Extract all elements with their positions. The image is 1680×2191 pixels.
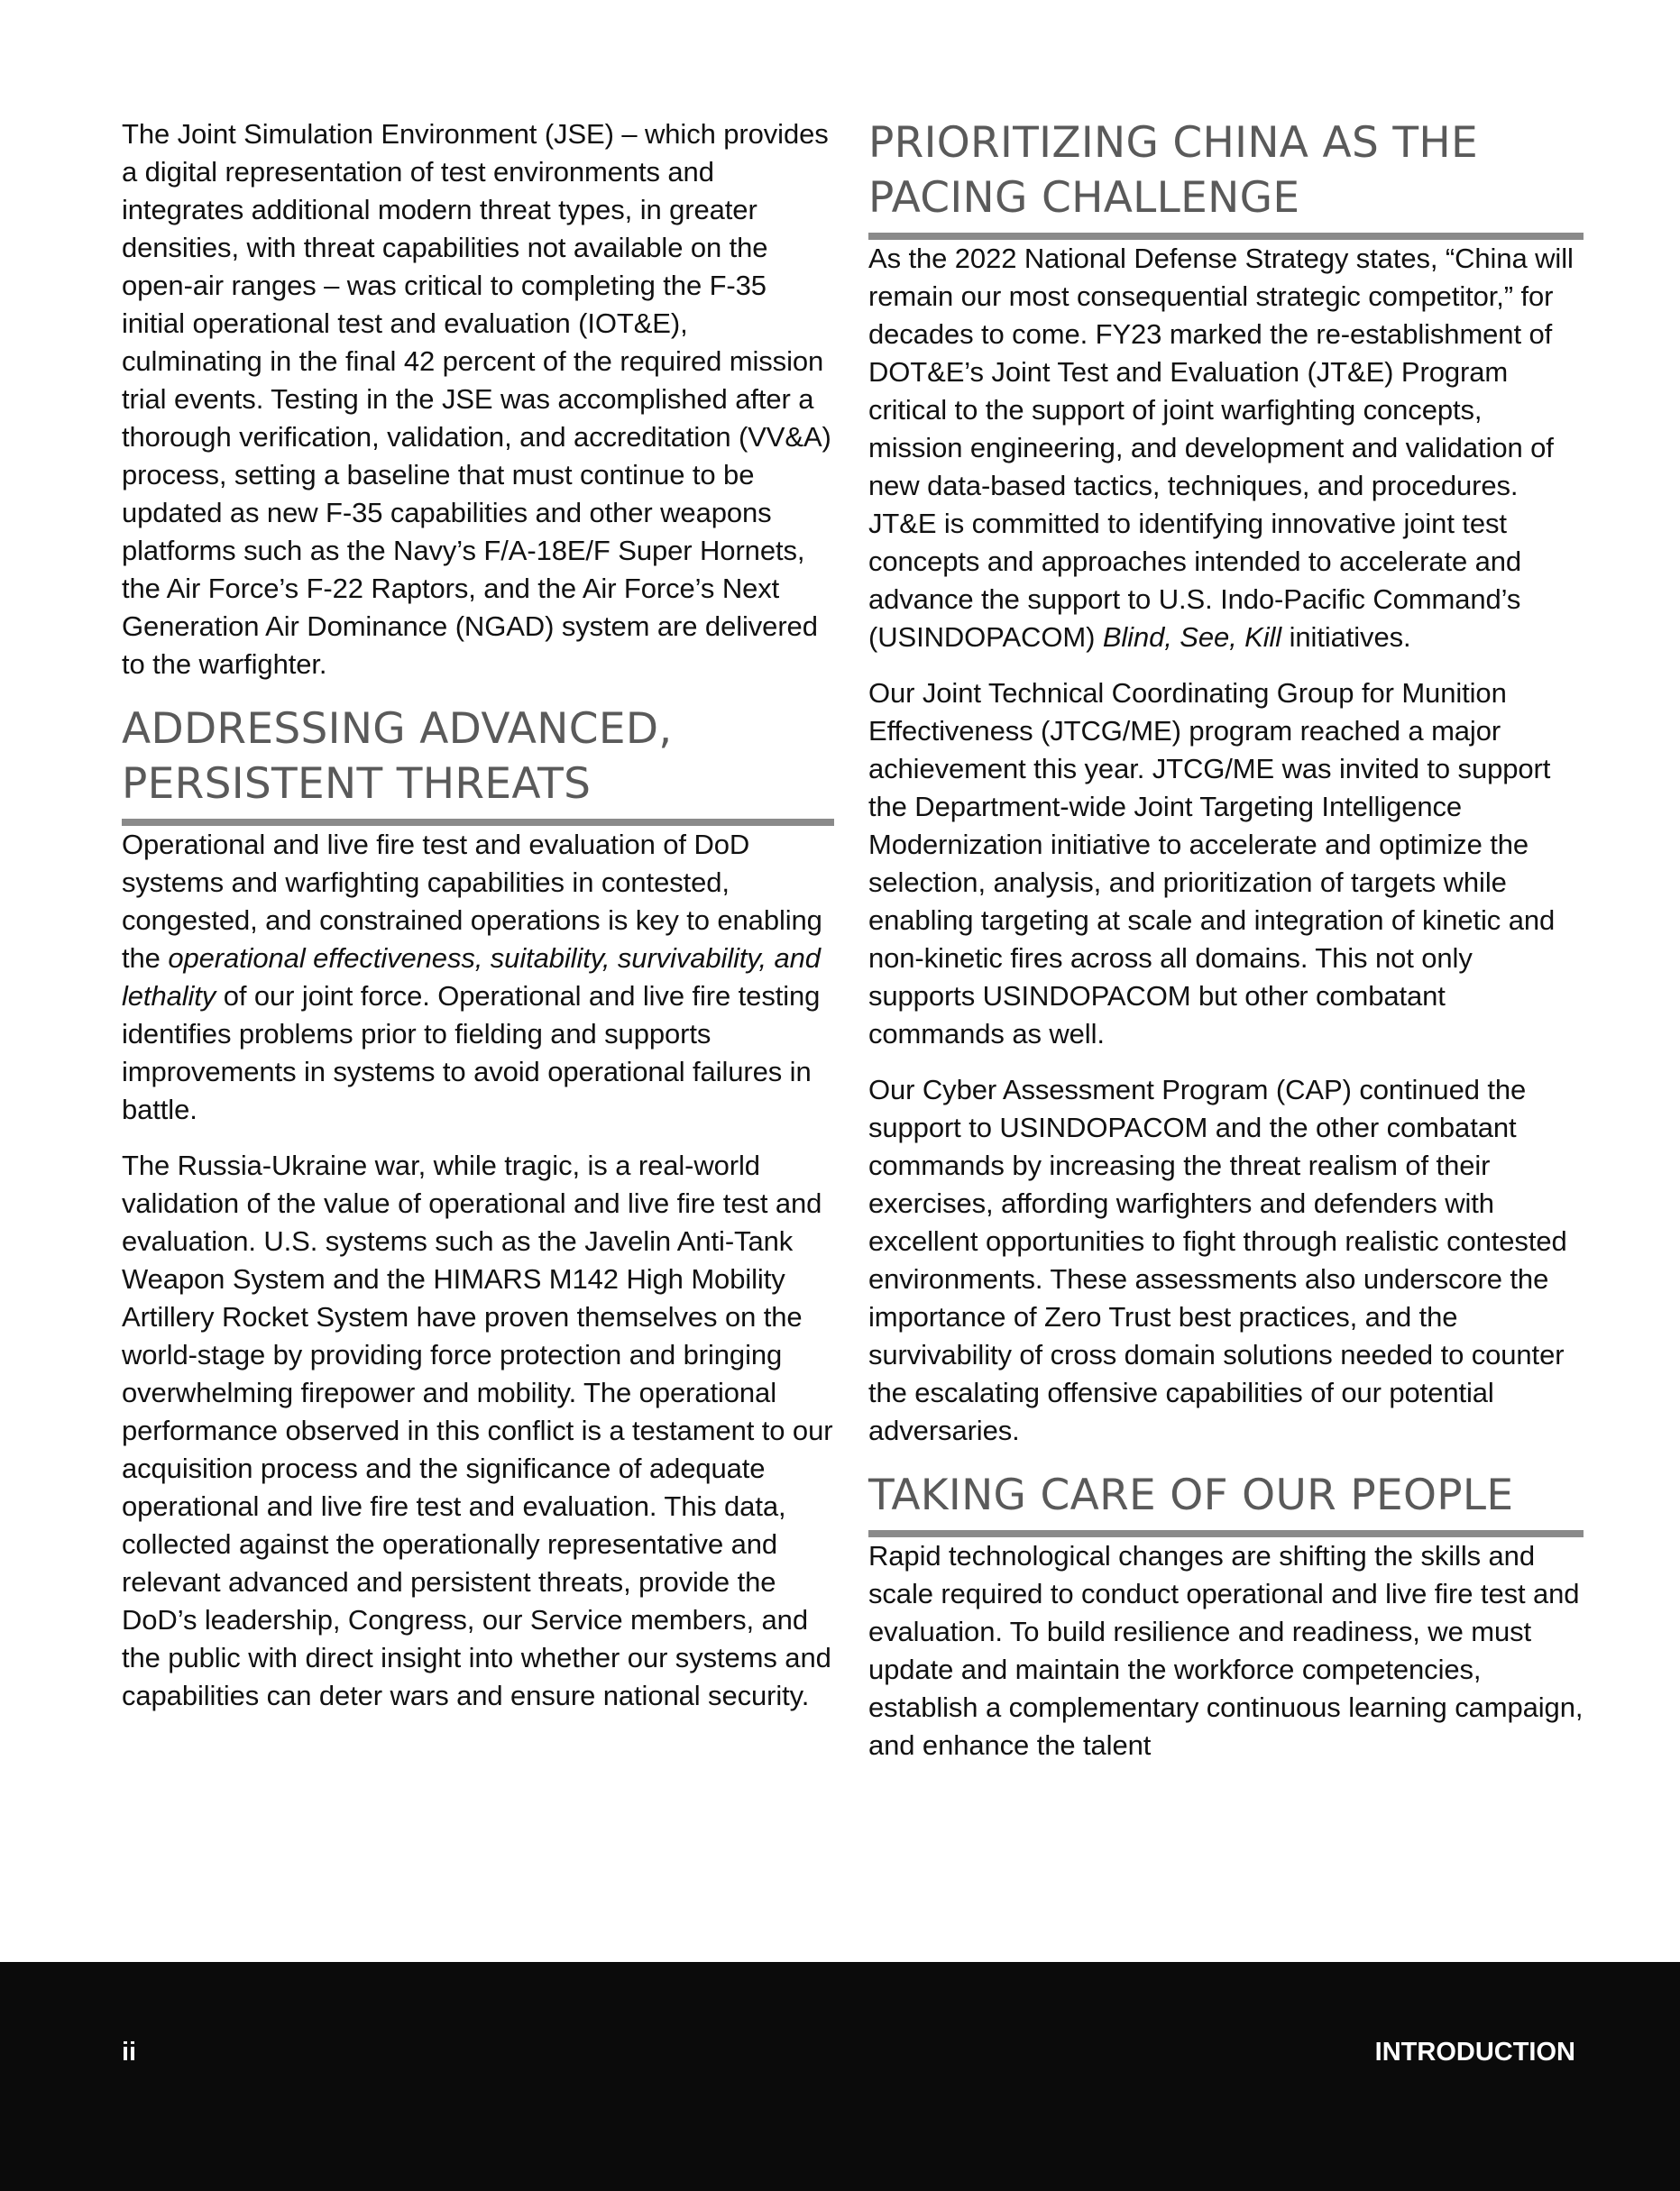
left-column [122,115,834,1733]
paragraph-people: Rapid technological changes are shifting the skills and scale required to conduct operational and live fire test and evaluation. To build resilience and readiness, we must update and maintain the workforce competencies, establish a complementary continuous learning campaign, and enhance the talent [868,1540,1584,1761]
paragraph-jtcg-me: Our Joint Technical Coordinating Group for Munition Effectiveness (JTCG/ME) program reached a major achievement this year. JTCG/ME was invited to support the Department-wide Joint Targeting Intelligence Modernization initiative to accelerate and optimize the selection, analysis, and prioritization of targets while enabling targeting at scale and integration of kinetic and non-kinetic fires across all domains. This not only supports USINDOPACOM but other combatant commands as well. [868,677,1556,1050]
heading-taking-care-of-people: TAKING CARE OF OUR PEOPLE [868,1468,1584,1537]
paragraph-nds-emphasis: Blind, See, Kill [1102,621,1282,653]
paragraph-cyber-assessment: Our Cyber Assessment Program (CAP) continued the support to USINDOPACOM and the other combatant commands by increasing the threat realism of their exercises, affording warfighters and defenders with excellent opportunities to fight through realistic contested environments. These assessments also underscore the importance of Zero Trust best practices, and the survivability of cross domain solutions needed to counter the escalating offensive capabilities of our potential adversaries. [868,1074,1567,1446]
heading-prioritizing-china: PRIORITIZING CHINA AS THE PACING CHALLENGE [868,115,1584,240]
footer-section-name: INTRODUCTION [1374,2038,1575,2067]
paragraph-operational-testing-text: Operational and live fire test and evaluation of DoD systems and warfighting capabilities in contested, congested, and constrained operations is key to enabling the [122,829,822,974]
paragraph-jse: The Joint Simulation Environment (JSE) – which provides a digital representation of test environments and integrates additional modern threat types, in greater densities, with threat capabilities not available on the open-air ranges – was critical to completing the F-35 initial operational test and evaluation (IOT&E), culminating in the final 42 percent of the required mission trial events. Testing in the JSE was accomplished after a thorough verification, validation, and accreditation (VV&A) process, setting a baseline that must continue to be updated as new F-35 capabilities and other weapons platforms such as the Navy’s F/A-18E/F Super Hornets, the Air Force’s F-22 Raptors, and the Air Force’s Next Generation Air Dominance (NGAD) system are delivered to the warfighter. [122,118,831,680]
paragraph-operational-testing-emphasis: operational effectiveness, suitability, survivability, and lethality [122,942,821,1012]
paragraph-national-defense-strategy [868,240,1584,656]
paragraph-nds-text-end: initiatives. [1281,621,1411,653]
paragraph-operational-testing-text-end: of our joint force. Operational and live fire testing identifies problems prior to fielding and supports improvements in systems to avoid operational failures in battle. [122,980,821,1125]
heading-addressing-threats: ADDRESSING ADVANCED, PERSISTENT THREATS [122,701,834,826]
paragraph-nds-text: As the 2022 National Defense Strategy states, “China will remain our most consequential strategic competitor,” for decades to come. FY23 marked the re-establishment of DOT&E’s Joint Test and Evaluation (JT&E) Program critical to the support of joint warfighting concepts, mission engineering, and development and validation of new data-based tactics, techniques, and procedures. JT&E is committed to identifying innovative joint test concepts and approaches intended to accelerate and advance the support to U.S. Indo-Pacific Command’s (USINDOPACOM) [868,243,1574,653]
paragraph-russia-ukraine: The Russia-Ukraine war, while tragic, is a real-world validation of the value of operational and live fire test and evaluation. U.S. systems such as the Javelin Anti-Tank Weapon System and the HIMARS M142 High Mobility Artillery Rocket System have proven themselves on the world-stage by providing force protection and bringing overwhelming firepower and mobility. The operational performance observed in this conflict is a testament to our acquisition process and the significance of adequate operational and live fire test and evaluation. This data, collected against the operationally representative and relevant advanced and persistent threats, provide the DoD’s leadership, Congress, our Service members, and the public with direct insight into whether our systems and capabilities can deter wars and ensure national security. [122,1150,833,1711]
right-column [868,115,1584,1783]
paragraph-operational-testing [122,826,834,1129]
page-number: ii [122,2038,137,2067]
page-footer [0,1962,1680,2191]
